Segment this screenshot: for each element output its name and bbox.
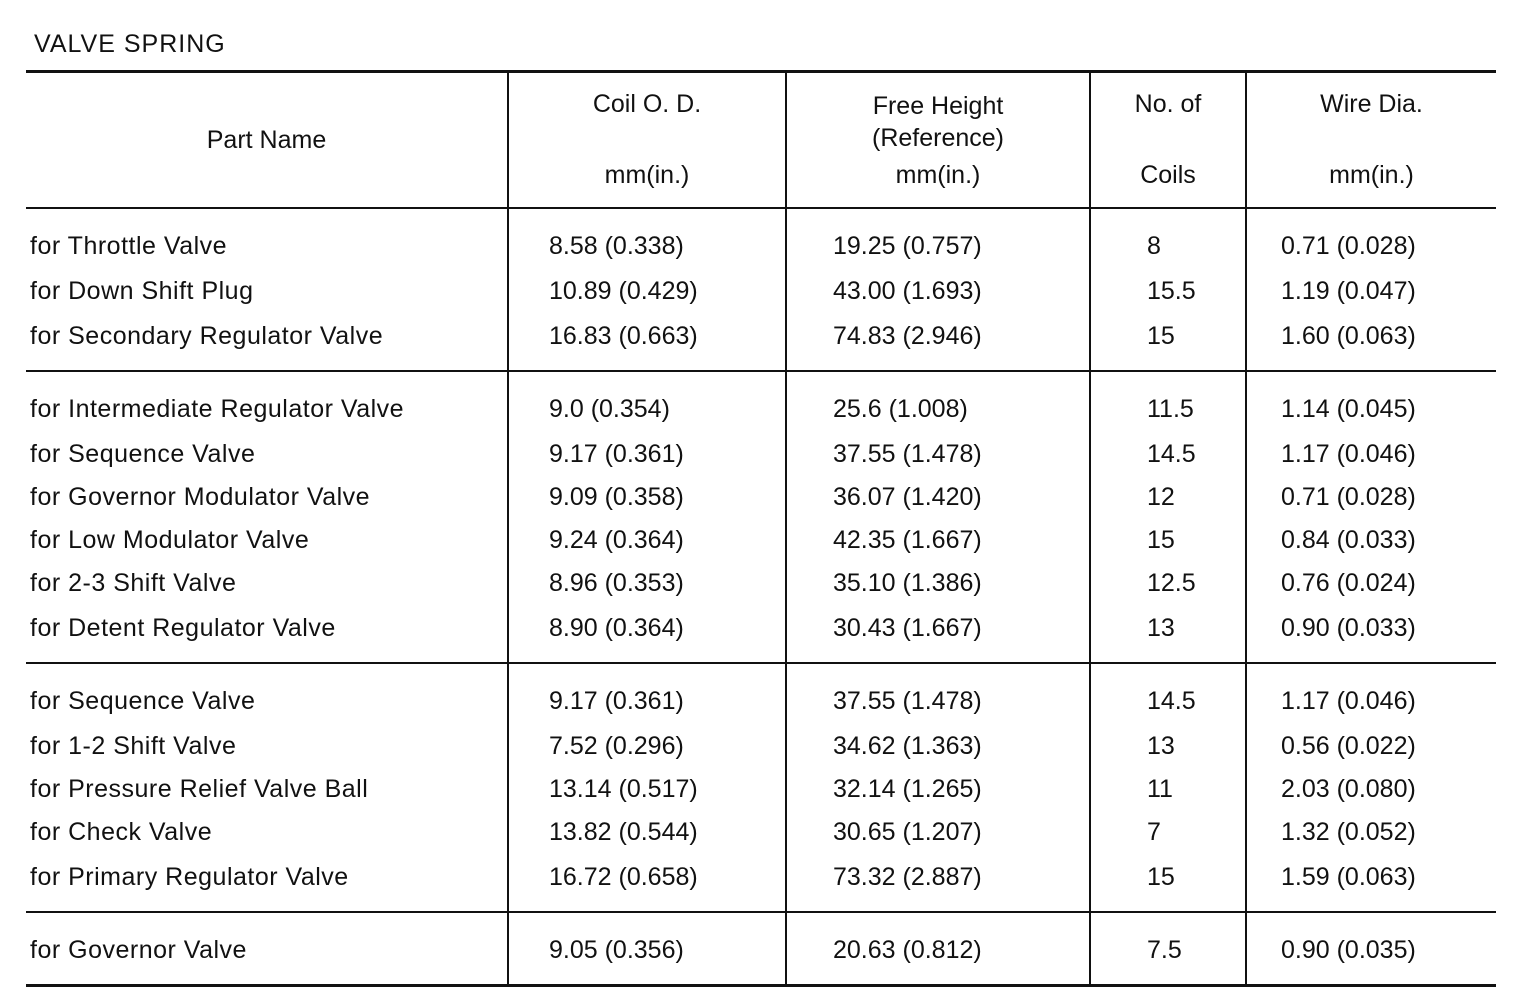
table-row bbox=[26, 371, 1496, 433]
part-name-cell: for Secondary Regulator Valve bbox=[26, 313, 508, 371]
no-of-coils-cell: 11.5 bbox=[1090, 371, 1246, 433]
coil-od-cell: 9.17 (0.361) bbox=[508, 663, 786, 725]
part-name-cell: for Sequence Valve bbox=[30, 687, 256, 715]
table-row bbox=[26, 433, 1496, 476]
header-wire-dia-cell bbox=[1247, 90, 1496, 190]
wire-dia-cell: 0.84 (0.033) bbox=[1246, 519, 1496, 562]
header-coil-od-cell bbox=[509, 90, 785, 190]
header-wire-dia bbox=[1246, 72, 1496, 209]
wire-dia-cell: 2.03 (0.080) bbox=[1246, 768, 1496, 811]
header-free-height-reference: (Reference) bbox=[872, 124, 1004, 152]
table-row bbox=[26, 725, 1496, 768]
no-of-coils-cell: 7.5 bbox=[1090, 912, 1246, 986]
free-height-cell: 36.07 (1.420) bbox=[786, 476, 1090, 519]
table-row bbox=[26, 912, 1496, 986]
page-title: VALVE SPRING bbox=[34, 30, 226, 58]
free-height-cell: 25.6 (1.008) bbox=[786, 371, 1090, 433]
part-name-cell: for Intermediate Regulator Valve bbox=[30, 395, 405, 423]
header-free-height-cell bbox=[787, 90, 1089, 190]
no-of-coils-cell: 12 bbox=[1090, 476, 1246, 519]
free-height-cell: 37.55 (1.478) bbox=[786, 663, 1090, 725]
part-name-cell: for Low Modulator Valve bbox=[30, 526, 310, 554]
table-header bbox=[26, 72, 1496, 209]
coil-od-cell: 8.96 (0.353) bbox=[508, 562, 786, 605]
wire-dia-cell: 0.90 (0.033) bbox=[1246, 605, 1496, 663]
no-of-coils-cell: 8 bbox=[1090, 208, 1246, 270]
table-row bbox=[26, 768, 1496, 811]
wire-dia-cell: 0.71 (0.028) bbox=[1246, 476, 1496, 519]
table-row bbox=[26, 519, 1496, 562]
header-free-height-label: Free Height bbox=[872, 92, 1004, 120]
part-name-cell: for 2-3 Shift Valve bbox=[30, 569, 237, 597]
header-no-of-coils-label-2: Coils bbox=[1140, 161, 1196, 189]
row-group bbox=[26, 371, 1496, 663]
wire-dia-cell: 1.17 (0.046) bbox=[1246, 433, 1496, 476]
free-height-cell: 32.14 (1.265) bbox=[786, 768, 1090, 811]
part-name-cell: for 1-2 Shift Valve bbox=[30, 732, 237, 760]
coil-od-cell: 16.72 (0.658) bbox=[508, 854, 786, 912]
coil-od-cell: 8.90 (0.364) bbox=[508, 605, 786, 663]
wire-dia-cell: 1.59 (0.063) bbox=[1246, 854, 1496, 912]
part-name-cell: for Governor Modulator Valve bbox=[30, 483, 371, 511]
header-no-of-coils-label: No. of bbox=[1134, 90, 1202, 118]
header-part-name-label: Part Name bbox=[206, 125, 327, 154]
free-height-cell: 20.63 (0.812) bbox=[786, 912, 1090, 986]
no-of-coils-cell: 11 bbox=[1090, 768, 1246, 811]
coil-od-cell: 10.89 (0.429) bbox=[508, 270, 786, 313]
coil-od-cell: 16.83 (0.663) bbox=[508, 313, 786, 371]
coil-od-cell: 9.0 (0.354) bbox=[508, 371, 786, 433]
valve-spring-table bbox=[26, 70, 1496, 987]
part-name-cell: for Sequence Valve bbox=[30, 440, 256, 468]
coil-od-cell: 13.14 (0.517) bbox=[508, 768, 786, 811]
free-height-cell: 74.83 (2.946) bbox=[786, 313, 1090, 371]
wire-dia-cell: 1.32 (0.052) bbox=[1246, 811, 1496, 854]
header-coil-od-label: Coil O. D. bbox=[592, 90, 702, 118]
no-of-coils-cell: 15 bbox=[1090, 313, 1246, 371]
wire-dia-cell: 1.19 (0.047) bbox=[1246, 270, 1496, 313]
free-height-cell: 37.55 (1.478) bbox=[786, 433, 1090, 476]
no-of-coils-cell: 13 bbox=[1090, 605, 1246, 663]
wire-dia-cell: 1.14 (0.045) bbox=[1246, 371, 1496, 433]
part-name-cell: for Primary Regulator Valve bbox=[26, 854, 508, 912]
wire-dia-cell: 0.90 (0.035) bbox=[1246, 912, 1496, 986]
free-height-cell: 30.65 (1.207) bbox=[786, 811, 1090, 854]
part-name-cell: for Check Valve bbox=[30, 818, 213, 846]
no-of-coils-cell: 15.5 bbox=[1090, 270, 1246, 313]
header-wire-dia-label: Wire Dia. bbox=[1320, 90, 1423, 118]
row-group bbox=[26, 663, 1496, 912]
coil-od-cell: 7.52 (0.296) bbox=[508, 725, 786, 768]
header-wire-dia-unit: mm(in.) bbox=[1329, 161, 1414, 189]
free-height-cell: 34.62 (1.363) bbox=[786, 725, 1090, 768]
no-of-coils-cell: 14.5 bbox=[1090, 433, 1246, 476]
coil-od-cell: 13.82 (0.544) bbox=[508, 811, 786, 854]
row-group bbox=[26, 208, 1496, 371]
header-part-name-cell bbox=[26, 90, 507, 190]
free-height-cell: 73.32 (2.887) bbox=[786, 854, 1090, 912]
wire-dia-cell: 0.56 (0.022) bbox=[1246, 725, 1496, 768]
part-name-cell: for Detent Regulator Valve bbox=[26, 605, 508, 663]
part-name-cell: for Down Shift Plug bbox=[30, 277, 254, 305]
header-no-of-coils-cell bbox=[1091, 90, 1245, 190]
no-of-coils-cell: 13 bbox=[1090, 725, 1246, 768]
header-free-height-unit: mm(in.) bbox=[895, 161, 981, 189]
free-height-cell: 43.00 (1.693) bbox=[786, 270, 1090, 313]
table-row bbox=[26, 605, 1496, 663]
coil-od-cell: 8.58 (0.338) bbox=[508, 208, 786, 270]
table-row bbox=[26, 562, 1496, 605]
table-row bbox=[26, 313, 1496, 371]
wire-dia-cell: 0.71 (0.028) bbox=[1246, 208, 1496, 270]
table-row bbox=[26, 663, 1496, 725]
header-row bbox=[26, 72, 1496, 209]
part-name-cell: for Throttle Valve bbox=[30, 232, 228, 260]
free-height-cell: 19.25 (0.757) bbox=[786, 208, 1090, 270]
free-height-cell: 42.35 (1.667) bbox=[786, 519, 1090, 562]
header-free-height bbox=[786, 72, 1090, 209]
no-of-coils-cell: 14.5 bbox=[1090, 663, 1246, 725]
wire-dia-cell: 1.17 (0.046) bbox=[1246, 663, 1496, 725]
no-of-coils-cell: 15 bbox=[1090, 519, 1246, 562]
header-coil-od-unit: mm(in.) bbox=[604, 161, 690, 189]
no-of-coils-cell: 12.5 bbox=[1090, 562, 1246, 605]
table-row bbox=[26, 854, 1496, 912]
wire-dia-cell: 1.60 (0.063) bbox=[1246, 313, 1496, 371]
free-height-cell: 35.10 (1.386) bbox=[786, 562, 1090, 605]
coil-od-cell: 9.17 (0.361) bbox=[508, 433, 786, 476]
header-part-name bbox=[26, 72, 508, 209]
header-no-of-coils bbox=[1090, 72, 1246, 209]
part-name-cell: for Governor Valve bbox=[26, 912, 508, 986]
wire-dia-cell: 0.76 (0.024) bbox=[1246, 562, 1496, 605]
row-group bbox=[26, 912, 1496, 986]
header-free-height-top bbox=[872, 90, 1004, 154]
table-row bbox=[26, 811, 1496, 854]
table-row bbox=[26, 208, 1496, 270]
coil-od-cell: 9.24 (0.364) bbox=[508, 519, 786, 562]
coil-od-cell: 9.05 (0.356) bbox=[508, 912, 786, 986]
coil-od-cell: 9.09 (0.358) bbox=[508, 476, 786, 519]
free-height-cell: 30.43 (1.667) bbox=[786, 605, 1090, 663]
part-name-cell: for Pressure Relief Valve Ball bbox=[30, 775, 369, 803]
no-of-coils-cell: 15 bbox=[1090, 854, 1246, 912]
table-row bbox=[26, 270, 1496, 313]
no-of-coils-cell: 7 bbox=[1090, 811, 1246, 854]
header-coil-od bbox=[508, 72, 786, 209]
table-row bbox=[26, 476, 1496, 519]
